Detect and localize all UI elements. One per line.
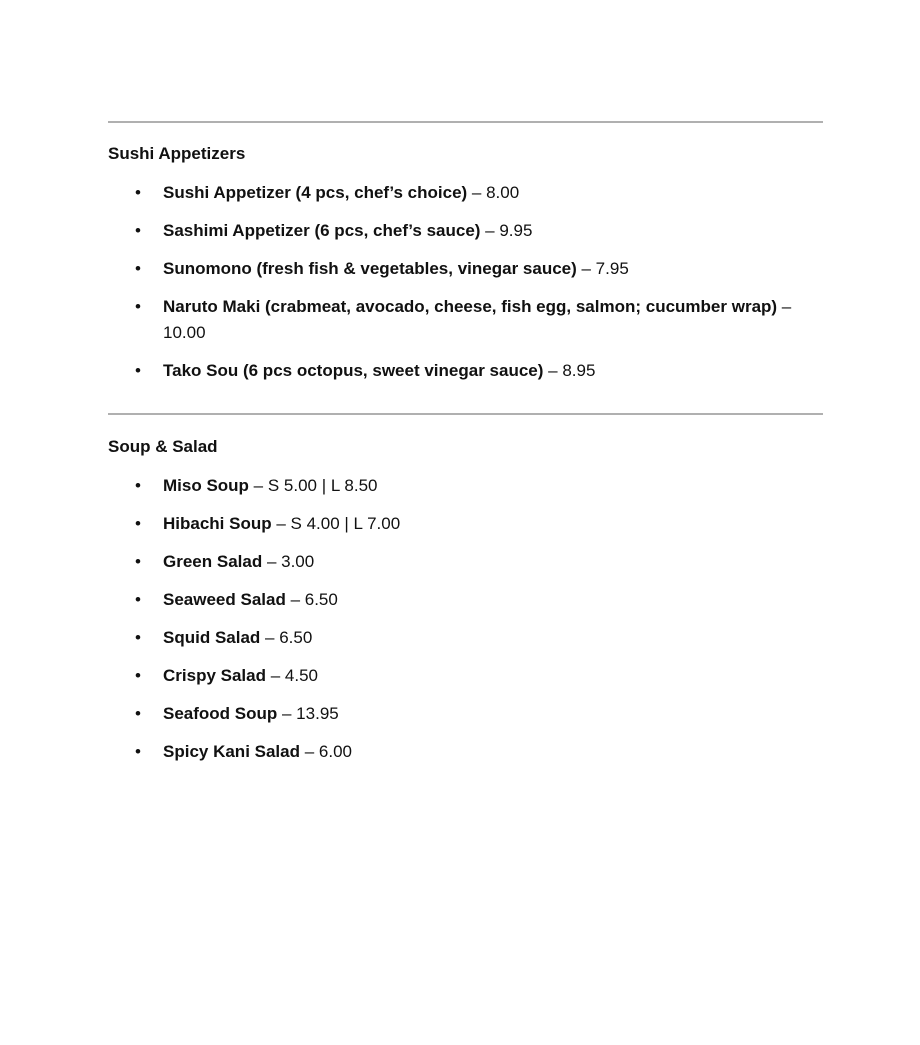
item-name: Sunomono (fresh fish & vegetables, vinegar sauce) bbox=[163, 259, 577, 278]
item-price: – 3.00 bbox=[262, 552, 315, 571]
item-name: Squid Salad bbox=[163, 628, 261, 647]
bullet-icon: • bbox=[135, 361, 141, 380]
section-divider bbox=[108, 121, 823, 123]
menu-item bbox=[108, 218, 823, 244]
item-price: – S 4.00 | L 7.00 bbox=[271, 514, 401, 533]
bullet-icon: • bbox=[135, 476, 141, 495]
item-price: – 10.00 bbox=[163, 297, 792, 342]
menu-item bbox=[108, 587, 823, 613]
menu-item bbox=[108, 511, 823, 537]
menu-item bbox=[108, 625, 823, 651]
bullet-icon: • bbox=[135, 742, 141, 761]
item-name: Sushi Appetizer (4 pcs, chef’s choice) bbox=[163, 183, 468, 202]
item-price: – 13.95 bbox=[277, 704, 339, 723]
item-name: Seaweed Salad bbox=[163, 590, 286, 609]
item-price: – 6.50 bbox=[260, 628, 313, 647]
item-name: Tako Sou (6 pcs octopus, sweet vinegar sauce) bbox=[163, 361, 544, 380]
item-name: Spicy Kani Salad bbox=[163, 742, 300, 761]
item-name: Sashimi Appetizer (6 pcs, chef’s sauce) bbox=[163, 221, 481, 240]
bullet-icon: • bbox=[135, 666, 141, 685]
bullet-icon: • bbox=[135, 704, 141, 723]
menu-list bbox=[108, 180, 823, 384]
section-soup-salad bbox=[108, 437, 823, 765]
item-name: Green Salad bbox=[163, 552, 263, 571]
item-price: – 6.50 bbox=[285, 590, 338, 609]
item-name: Seafood Soup bbox=[163, 704, 278, 723]
item-name: Miso Soup bbox=[163, 476, 249, 495]
item-price: – 8.95 bbox=[543, 361, 596, 380]
menu-item bbox=[108, 180, 823, 206]
menu-item bbox=[108, 739, 823, 765]
section-heading: Soup & Salad bbox=[108, 437, 218, 456]
menu-item bbox=[108, 549, 823, 575]
bullet-icon: • bbox=[135, 221, 141, 240]
item-price: – S 5.00 | L 8.50 bbox=[248, 476, 378, 495]
item-price: – 7.95 bbox=[576, 259, 629, 278]
section-sushi-appetizers bbox=[108, 144, 823, 384]
item-price: – 4.50 bbox=[266, 666, 318, 685]
item-name: Naruto Maki (crabmeat, avocado, cheese, fish egg, salmon; cucumber wrap) bbox=[163, 297, 778, 316]
menu-item bbox=[108, 256, 823, 282]
item-price: – 9.95 bbox=[480, 221, 533, 240]
bullet-icon: • bbox=[135, 628, 141, 647]
item-name: Hibachi Soup bbox=[163, 514, 272, 533]
section-heading: Sushi Appetizers bbox=[108, 144, 246, 163]
menu-item bbox=[108, 473, 823, 499]
section-divider bbox=[108, 413, 823, 415]
item-price: – 8.00 bbox=[467, 183, 520, 202]
menu-item bbox=[108, 294, 823, 346]
menu-item bbox=[108, 663, 823, 689]
menu-item bbox=[108, 701, 823, 727]
menu-item bbox=[108, 358, 823, 384]
item-price: – 6.00 bbox=[300, 742, 352, 761]
menu-list bbox=[108, 473, 823, 765]
bullet-icon: • bbox=[135, 590, 141, 609]
item-name: Crispy Salad bbox=[163, 666, 266, 685]
bullet-icon: • bbox=[135, 183, 141, 202]
bullet-icon: • bbox=[135, 514, 141, 533]
bullet-icon: • bbox=[135, 259, 141, 278]
bullet-icon: • bbox=[135, 297, 141, 316]
bullet-icon: • bbox=[135, 552, 141, 571]
